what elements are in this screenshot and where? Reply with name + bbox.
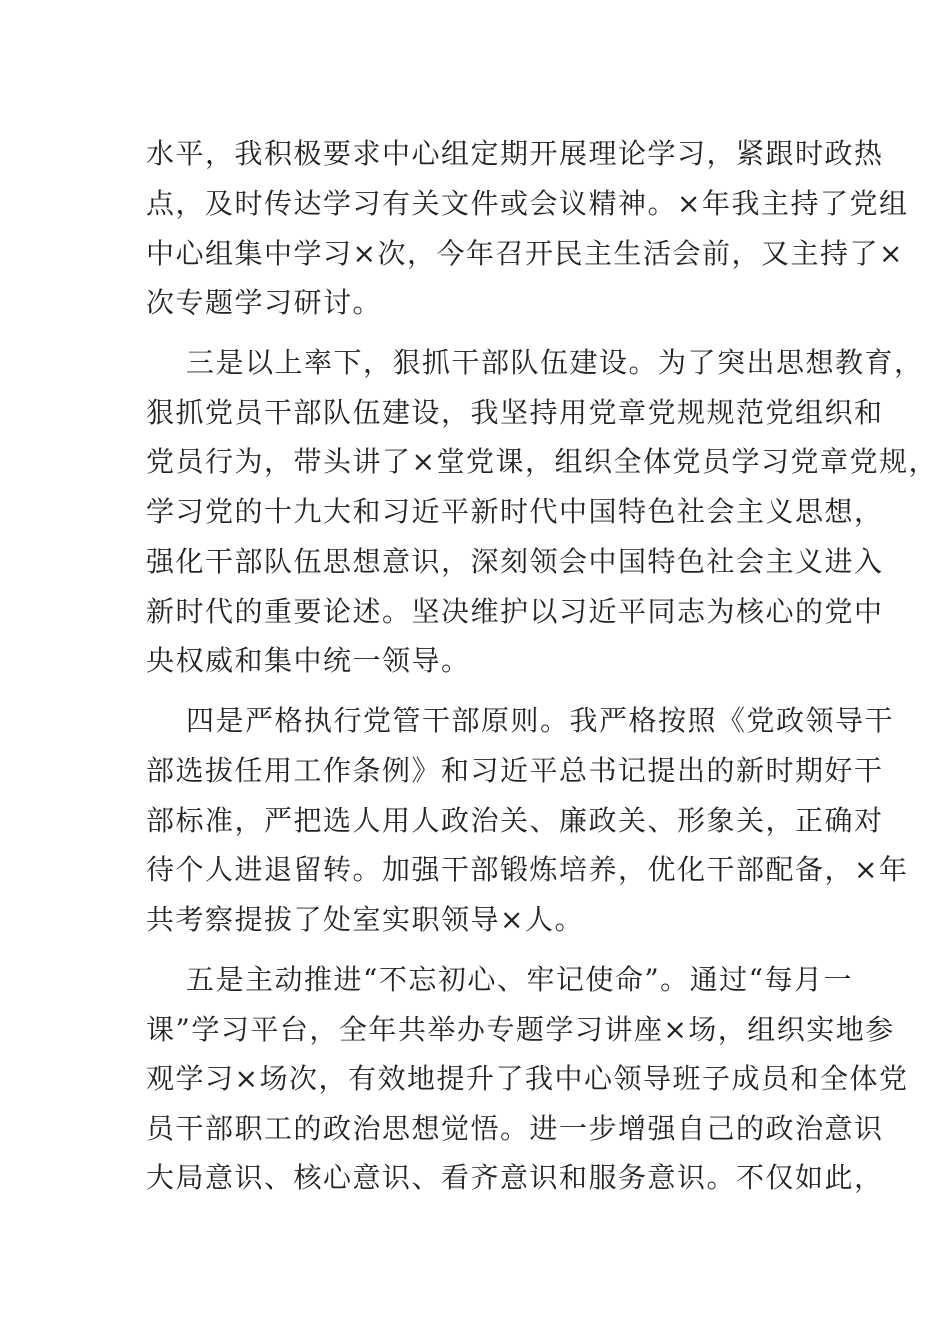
text-line: 中心组集中学习×次，今年召开民主生活会前，又主持了× [146,237,904,270]
text-line: 水平，我积极要求中心组定期开展理论学习，紧跟时政热 [146,137,884,170]
text-line: 新时代的重要论述。坚决维护以习近平同志为核心的党中 [146,595,884,628]
text-line: 央权威和集中统一领导。 [146,644,471,677]
text-line: 次专题学习研讨。 [146,286,383,319]
text-line: 四是严格执行党管干部原则。我严格按照《党政领导干 [186,704,895,737]
text-line: 学习党的十九大和习近平新时代中国特色社会主义思想， [146,495,884,528]
text-line: 共考察提拔了处室实职领导×人。 [146,903,584,936]
text-line: 大局意识、核心意识、看齐意识和服务意识。不仅如此， [146,1161,884,1194]
text-line: 党员行为，带头讲了×堂党课，组织全体党员学习党章党规， [146,445,938,478]
text-line: 部选拔任用工作条例》和习近平总书记提出的新时期好干 [146,754,884,787]
text-line: 点，及时传达学习有关文件或会议精神。×年我主持了党组 [146,187,909,220]
text-line: 观学习×场次，有效地提升了我中心领导班子成员和全体党 [146,1062,909,1095]
text-line: 部标准，严把选人用人政治关、廉政关、形象关，正确对 [146,804,884,837]
text-line: 待个人进退留转。加强干部锻炼培养，优化干部配备，×年 [146,853,909,886]
text-line: 强化干部队伍思想意识，深刻领会中国特色社会主义进入 [146,545,884,578]
text-line: 课”学习平台，全年共举办专题学习讲座×场，组织实地参 [146,1013,895,1046]
text-line: 三是以上率下，狠抓干部队伍建设。为了突出思想教育， [186,346,924,379]
text-line: 五是主动推进“不忘初心、牢记使命”。通过“每月一 [186,963,853,996]
text-line: 狠抓党员干部队伍建设，我坚持用党章党规规范党组织和 [146,396,884,429]
text-line: 员干部职工的政治思想觉悟。进一步增强自己的政治意识 [146,1112,884,1145]
